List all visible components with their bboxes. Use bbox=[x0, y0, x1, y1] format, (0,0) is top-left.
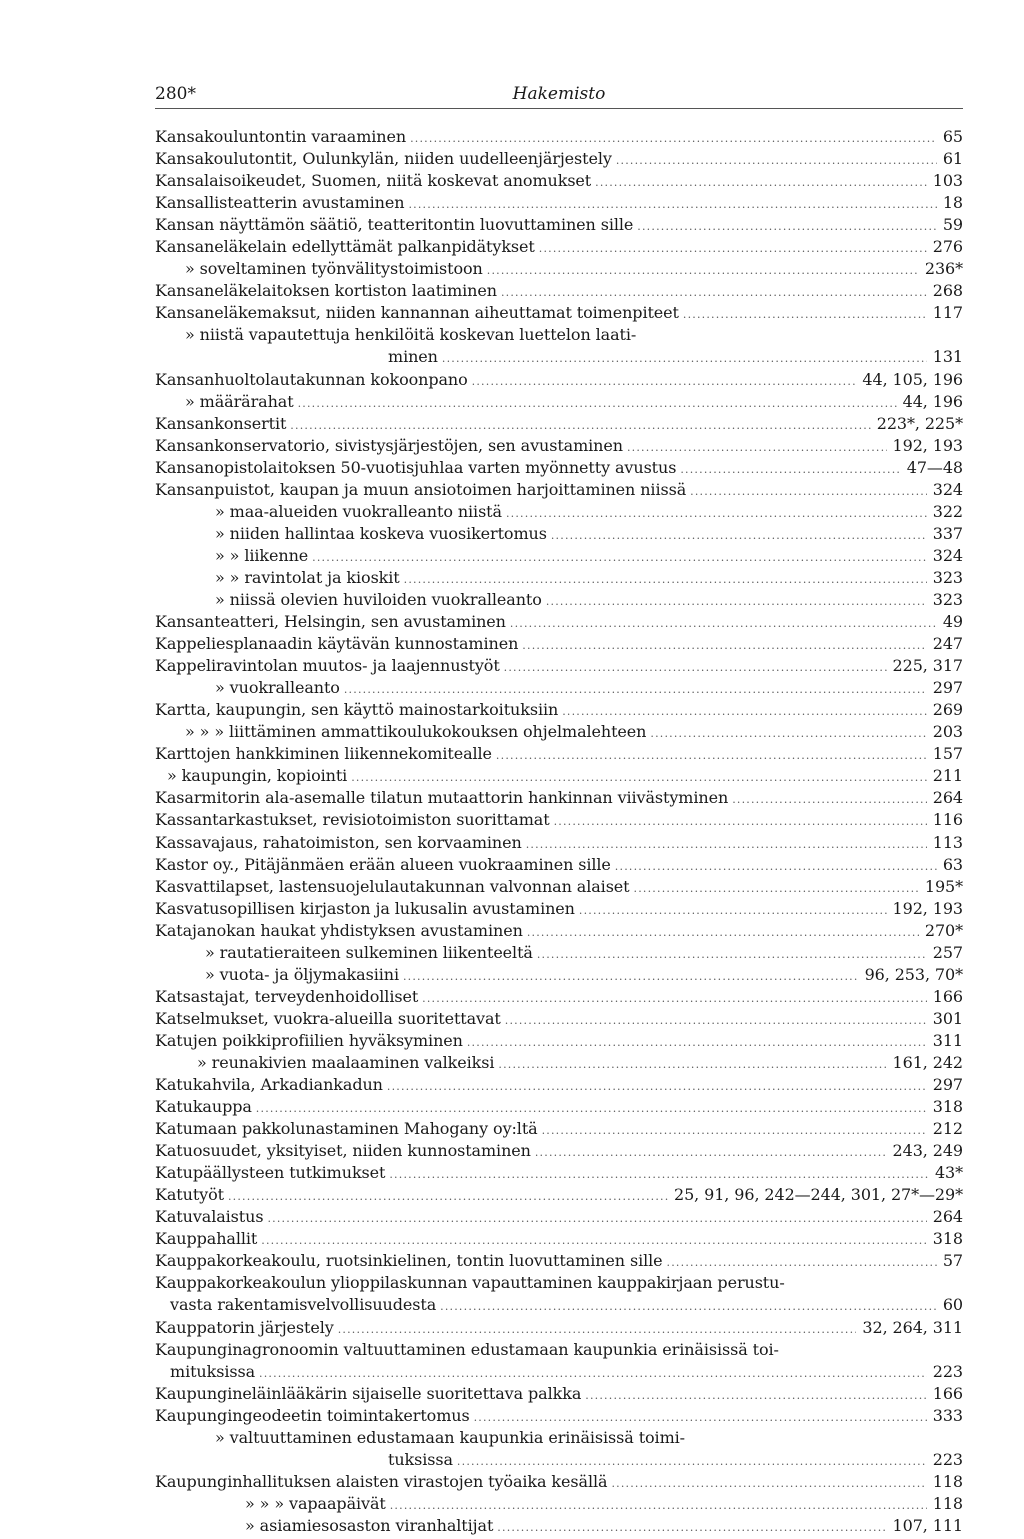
index-entry-text: » soveltaminen työnvälitystoimistoon bbox=[185, 259, 483, 279]
index-entry-pages: 311 bbox=[932, 1030, 963, 1050]
leader-dots bbox=[344, 679, 927, 701]
index-entry bbox=[155, 1449, 963, 1471]
index-entry-text: Katupäällysteen tutkimukset bbox=[155, 1163, 386, 1183]
index-entry-pages: 268 bbox=[932, 281, 963, 301]
index-entry bbox=[155, 1471, 963, 1493]
running-title: Hakemisto bbox=[512, 84, 606, 104]
index-entry bbox=[155, 236, 963, 258]
index-entry bbox=[155, 1052, 963, 1074]
leader-dots bbox=[312, 547, 927, 569]
index-entry-text: Kansakouluntontin varaaminen bbox=[155, 127, 407, 146]
leader-dots bbox=[474, 1407, 927, 1429]
index-entry-pages: 257 bbox=[932, 942, 963, 962]
index-entry-pages: 103 bbox=[932, 171, 963, 191]
index-entry bbox=[155, 214, 963, 236]
index-entry bbox=[155, 1140, 963, 1162]
index-entry bbox=[155, 589, 963, 611]
index-entry-pages: 44, 105, 196 bbox=[862, 369, 963, 389]
index-entry-text: » rautatieraiteen sulkeminen liikenteeltä bbox=[205, 942, 533, 962]
index-entry-text: Katukauppa bbox=[155, 1097, 252, 1117]
index-entry bbox=[155, 743, 963, 765]
leader-dots bbox=[667, 1252, 937, 1274]
index-entry bbox=[155, 1361, 963, 1383]
index-entry bbox=[155, 501, 963, 523]
index-entry-pages: 131 bbox=[932, 347, 963, 367]
index-entry-pages: 166 bbox=[932, 986, 963, 1006]
index-entry-pages: 157 bbox=[932, 744, 963, 764]
index-entry bbox=[155, 655, 963, 677]
index-entry-text: Kansan näyttämön säätiö, teatteritontin luovuttaminen sille bbox=[155, 215, 634, 235]
leader-dots bbox=[562, 701, 927, 723]
index-entry-pages: 318 bbox=[932, 1097, 963, 1117]
index-entry-pages: 236* bbox=[924, 259, 963, 279]
index-entry bbox=[155, 391, 963, 413]
index-entry bbox=[155, 964, 963, 986]
index-entry-text: vasta rakentamisvelvollisuudesta bbox=[170, 1295, 437, 1315]
index-entry bbox=[155, 1184, 963, 1206]
index-entry-text: » vuota- ja öljymakasiini bbox=[205, 964, 399, 984]
index-entry-text: tuksissa bbox=[388, 1449, 453, 1469]
index-entry-pages: 243, 249 bbox=[892, 1141, 963, 1161]
index-entry-pages: 107, 111 bbox=[892, 1515, 963, 1535]
index-entry-text: » reunakivien maalaaminen valkeiksi bbox=[197, 1052, 495, 1072]
index-entry-text: Kansalaisoikeudet, Suomen, niitä koskevat anomukset bbox=[155, 171, 592, 191]
index-entry-pages: 166 bbox=[932, 1383, 963, 1403]
index-entry-text: Kassavajaus, rahatoimiston, sen korvaaminen bbox=[155, 832, 522, 852]
index-entry-pages: 47—48 bbox=[906, 457, 963, 477]
leader-dots bbox=[510, 613, 937, 635]
index-entry bbox=[155, 1008, 963, 1030]
index-entry-text: Kaupungineläinlääkärin sijaiselle suoritettava palkka bbox=[155, 1383, 582, 1403]
index-entry bbox=[155, 1250, 963, 1272]
index-entry-text: » asiamiesosaston viranhaltijat bbox=[245, 1515, 494, 1535]
leader-dots bbox=[527, 922, 919, 944]
index-entry bbox=[155, 1405, 963, 1427]
leader-dots bbox=[404, 569, 927, 591]
index-entry bbox=[155, 126, 963, 148]
leader-dots bbox=[539, 238, 927, 260]
index-entry bbox=[155, 457, 963, 479]
index-entry bbox=[155, 898, 963, 920]
leader-dots bbox=[634, 878, 919, 900]
index-entry-pages: 25, 91, 96, 242—244, 301, 27*—29* bbox=[674, 1185, 963, 1205]
index-entry-text: Kansanhuoltolautakunnan kokoonpano bbox=[155, 369, 468, 389]
leader-dots bbox=[554, 811, 927, 833]
index-entry bbox=[155, 1272, 963, 1294]
index-entry-pages: 43* bbox=[934, 1163, 963, 1183]
leader-dots bbox=[228, 1186, 668, 1208]
index-entry-text: Kauppatorin järjestely bbox=[155, 1317, 334, 1337]
index-entry bbox=[155, 170, 963, 192]
index-entry bbox=[155, 854, 963, 876]
leader-dots bbox=[487, 260, 919, 282]
leader-dots bbox=[551, 525, 927, 547]
leader-dots bbox=[680, 459, 900, 481]
leader-dots bbox=[440, 1296, 937, 1318]
index-entry bbox=[155, 280, 963, 302]
leader-dots bbox=[259, 1363, 927, 1385]
index-entry-text: » kaupungin, kopiointi bbox=[167, 766, 348, 786]
index-entry-pages: 324 bbox=[932, 479, 963, 499]
index-entry-text: Katukahvila, Arkadiankadun bbox=[155, 1075, 383, 1095]
index-entry bbox=[155, 611, 963, 633]
index-entry bbox=[155, 1493, 963, 1515]
leader-dots bbox=[683, 304, 927, 326]
index-entry-pages: 223*, 225* bbox=[876, 413, 963, 433]
index-entry bbox=[155, 920, 963, 942]
index-entry-text: Katuvalaistus bbox=[155, 1207, 264, 1227]
index-entry-pages: 44, 196 bbox=[902, 391, 963, 411]
leader-dots bbox=[732, 789, 927, 811]
leader-dots bbox=[338, 1319, 857, 1341]
index-entry-pages: 212 bbox=[932, 1119, 963, 1139]
index-entry-pages: 32, 264, 311 bbox=[862, 1317, 963, 1337]
index-entry-text: » niiden hallintaa koskeva vuosikertomus bbox=[215, 523, 547, 543]
leader-dots bbox=[387, 1076, 927, 1098]
index-entry-text: Kartta, kaupungin, sen käyttö mainostarkoituksiin bbox=[155, 700, 559, 720]
index-entry-text: Kaupunginhallituksen alaisten virastojen työaika kesällä bbox=[155, 1471, 608, 1491]
index-entry bbox=[155, 1317, 963, 1339]
leader-dots bbox=[256, 1098, 927, 1120]
index-entry bbox=[155, 369, 963, 391]
leader-dots bbox=[298, 393, 897, 415]
index-entry bbox=[155, 1118, 963, 1140]
index-entry-text: » niistä vapautettuja henkilöitä koskevan luettelon laati- bbox=[185, 325, 637, 345]
leader-dots bbox=[535, 1142, 887, 1164]
leader-dots bbox=[627, 437, 887, 459]
index-entry bbox=[155, 832, 963, 854]
index-entry bbox=[155, 1096, 963, 1118]
index-entry-pages: 49 bbox=[942, 612, 963, 632]
index-entry bbox=[155, 324, 963, 346]
index-entry-pages: 264 bbox=[932, 788, 963, 808]
leader-dots bbox=[504, 657, 887, 679]
index-entry-text: » vuokralleanto bbox=[215, 678, 340, 698]
page-number: 280* bbox=[155, 84, 196, 104]
index-entry-pages: 333 bbox=[932, 1405, 963, 1425]
index-entry-text: Kansankonsertit bbox=[155, 413, 287, 433]
index-entry-text: Kasarmitorin ala-asemalle tilatun mutaattorin hankinnan viivästyminen bbox=[155, 788, 729, 808]
index-entry-text: Kauppakorkeakoulun ylioppilaskunnan vapauttaminen kauppakirjaan perustu- bbox=[155, 1273, 785, 1293]
index-entry bbox=[155, 633, 963, 655]
index-entry-text: Kansanteatteri, Helsingin, sen avustaminen bbox=[155, 612, 506, 632]
index-entry-pages: 65 bbox=[942, 127, 963, 146]
index-entry-text: Kansakoulutontit, Oulunkylän, niiden uudelleenjärjestely bbox=[155, 149, 612, 169]
index-entry-pages: 116 bbox=[932, 810, 963, 830]
index-entry-pages: 276 bbox=[932, 237, 963, 257]
index-entry bbox=[155, 765, 963, 787]
index-entry-pages: 96, 253, 70* bbox=[864, 964, 963, 984]
index-entry-text: Kansaneläkemaksut, niiden kannannan aiheuttamat toimenpiteet bbox=[155, 303, 679, 323]
index-entry-pages: 61 bbox=[942, 149, 963, 169]
index-entry-pages: 322 bbox=[932, 501, 963, 521]
index-entry-pages: 223 bbox=[932, 1449, 963, 1469]
index-entry bbox=[155, 545, 963, 567]
index-entry-text: » » liikenne bbox=[215, 545, 309, 565]
index-entry-pages: 323 bbox=[932, 589, 963, 609]
index-entry-pages: 118 bbox=[932, 1471, 963, 1491]
leader-dots bbox=[442, 348, 927, 370]
index-entry-pages: 118 bbox=[932, 1493, 963, 1513]
index-entry-pages: 63 bbox=[942, 854, 963, 874]
index-entry bbox=[155, 787, 963, 809]
index-entry bbox=[155, 523, 963, 545]
index-entry bbox=[155, 699, 963, 721]
index-entry-text: Kassantarkastukset, revisiotoimiston suorittamat bbox=[155, 810, 550, 830]
index-entry bbox=[155, 192, 963, 214]
index-entry-pages: 192, 193 bbox=[892, 898, 963, 918]
index-entry-pages: 195* bbox=[924, 876, 963, 896]
index-entry-text: Katumaan pakkolunastaminen Mahogany oy:ltä bbox=[155, 1119, 538, 1139]
index-entry-pages: 223 bbox=[932, 1361, 963, 1381]
index-entry-pages: 323 bbox=[932, 567, 963, 587]
index-entry bbox=[155, 258, 963, 280]
index-entry-text: » » » liittäminen ammattikoulukokouksen ohjelmalehteen bbox=[185, 722, 647, 742]
leader-dots bbox=[472, 371, 857, 393]
index-entry-text: Kastor oy., Pitäjänmäen erään alueen vuokraaminen sille bbox=[155, 854, 611, 874]
index-entries bbox=[155, 126, 963, 1537]
index-entry-text: Katujen poikkiprofiilien hyväksyminen bbox=[155, 1030, 463, 1050]
index-entry-pages: 270* bbox=[924, 920, 963, 940]
leader-dots bbox=[408, 194, 936, 216]
index-entry bbox=[155, 1228, 963, 1250]
leader-dots bbox=[410, 128, 937, 150]
leader-dots bbox=[546, 591, 927, 613]
leader-dots bbox=[522, 635, 926, 657]
index-entry bbox=[155, 479, 963, 501]
index-entry-text: mituksissa bbox=[170, 1361, 256, 1381]
index-entry-pages: 324 bbox=[932, 545, 963, 565]
index-entry-text: Katsastajat, terveydenhoidolliset bbox=[155, 986, 419, 1006]
index-entry-text: Kansaneläkelain edellyttämät palkanpidätykset bbox=[155, 237, 535, 257]
index-entry-text: Katajanokan haukat yhdistyksen avustaminen bbox=[155, 920, 523, 940]
leader-dots bbox=[389, 1164, 929, 1186]
index-entry-text: Kansallisteatterin avustaminen bbox=[155, 193, 405, 213]
leader-dots bbox=[537, 944, 927, 966]
leader-dots bbox=[505, 1010, 927, 1032]
index-entry-text: » » ravintolat ja kioskit bbox=[215, 567, 400, 587]
index-entry bbox=[155, 721, 963, 743]
index-entry-text: Kauppakorkeakoulu, ruotsinkielinen, tontin luovuttaminen sille bbox=[155, 1251, 663, 1271]
index-entry-text: Kasvatusopillisen kirjaston ja lukusalin avustaminen bbox=[155, 898, 575, 918]
index-entry-text: Kaupungingeodeetin toimintakertomus bbox=[155, 1405, 470, 1425]
index-entry-pages: 297 bbox=[932, 678, 963, 698]
index-entry-text: Karttojen hankkiminen liikennekomitealle bbox=[155, 744, 492, 764]
index-entry bbox=[155, 346, 963, 368]
index-entry bbox=[155, 148, 963, 170]
index-entry-text: » valtuuttaminen edustamaan kaupunkia erinäisissä toimi- bbox=[215, 1427, 685, 1447]
index-entry bbox=[155, 1074, 963, 1096]
index-entry-text: » määrärahat bbox=[185, 391, 294, 411]
index-entry-text: Kappeliesplanaadin käytävän kunnostaminen bbox=[155, 634, 519, 654]
index-entry-pages: 297 bbox=[932, 1075, 963, 1095]
leader-dots bbox=[422, 988, 927, 1010]
index-entry-pages: 60 bbox=[942, 1295, 963, 1315]
index-entry-pages: 264 bbox=[932, 1207, 963, 1227]
index-entry bbox=[155, 1515, 963, 1537]
leader-dots bbox=[615, 856, 937, 878]
index-entry bbox=[155, 1383, 963, 1405]
index-entry-text: Katselmukset, vuokra-alueilla suoritettavat bbox=[155, 1008, 501, 1028]
index-entry bbox=[155, 809, 963, 831]
index-entry bbox=[155, 413, 963, 435]
index-entry-text: Kansanopistolaitoksen 50-vuotisjuhlaa varten myönnetty avustus bbox=[155, 457, 677, 477]
leader-dots bbox=[611, 1473, 926, 1495]
leader-dots bbox=[290, 415, 870, 437]
index-entry bbox=[155, 942, 963, 964]
leader-dots bbox=[501, 282, 927, 304]
index-entry bbox=[155, 876, 963, 898]
index-entry-text: Kappeliravintolan muutos- ja laajennustyöt bbox=[155, 656, 500, 676]
index-entry-text: » » » vapaapäivät bbox=[245, 1493, 386, 1513]
leader-dots bbox=[616, 150, 937, 172]
leader-dots bbox=[506, 503, 927, 525]
index-entry-pages: 318 bbox=[932, 1229, 963, 1249]
index-entry bbox=[155, 302, 963, 324]
index-entry-text: Katuosuudet, yksityiset, niiden kunnostaminen bbox=[155, 1141, 531, 1161]
leader-dots bbox=[261, 1230, 927, 1252]
index-entry-pages: 337 bbox=[932, 523, 963, 543]
index-entry-pages: 301 bbox=[932, 1008, 963, 1028]
leader-dots bbox=[595, 172, 927, 194]
leader-dots bbox=[585, 1385, 926, 1407]
index-entry-pages: 18 bbox=[942, 193, 963, 213]
leader-dots bbox=[637, 216, 937, 238]
index-entry-text: Kansaneläkelaitoksen kortiston laatiminen bbox=[155, 281, 497, 301]
leader-dots bbox=[690, 481, 927, 503]
leader-dots bbox=[579, 900, 887, 922]
index-entry-pages: 203 bbox=[932, 722, 963, 742]
index-entry-pages: 211 bbox=[932, 766, 963, 786]
leader-dots bbox=[403, 966, 859, 988]
index-entry bbox=[155, 1294, 963, 1316]
leader-dots bbox=[542, 1120, 927, 1142]
index-entry bbox=[155, 567, 963, 589]
leader-dots bbox=[496, 745, 927, 767]
leader-dots bbox=[267, 1208, 926, 1230]
index-entry bbox=[155, 986, 963, 1008]
index-entry bbox=[155, 435, 963, 457]
index-entry-text: minen bbox=[388, 347, 438, 367]
index-entry-pages: 269 bbox=[932, 700, 963, 720]
leader-dots bbox=[650, 723, 926, 745]
leader-dots bbox=[526, 834, 927, 856]
leader-dots bbox=[467, 1032, 927, 1054]
index-entry-pages: 117 bbox=[932, 303, 963, 323]
leader-dots bbox=[498, 1054, 886, 1076]
index-entry bbox=[155, 1030, 963, 1052]
leader-dots bbox=[497, 1517, 886, 1539]
index-entry bbox=[155, 1427, 963, 1449]
leader-dots bbox=[390, 1495, 927, 1517]
index-entry-pages: 192, 193 bbox=[892, 435, 963, 455]
index-entry-text: Kauppahallit bbox=[155, 1229, 258, 1249]
index-entry-text: Kaupunginagronoomin valtuuttaminen edustamaan kaupunkia erinäisissä toi- bbox=[155, 1339, 779, 1359]
index-entry-text: Kansanpuistot, kaupan ja muun ansiotoimen harjoittaminen niissä bbox=[155, 479, 687, 499]
index-entry-text: Katutyöt bbox=[155, 1185, 224, 1205]
index-entry-pages: 59 bbox=[942, 215, 963, 235]
index-entry-pages: 247 bbox=[932, 634, 963, 654]
index-entry-text: Kansankonservatorio, sivistysjärjestöjen, sen avustaminen bbox=[155, 435, 623, 455]
page-header bbox=[155, 80, 963, 109]
index-entry-pages: 57 bbox=[942, 1251, 963, 1271]
index-entry bbox=[155, 677, 963, 699]
index-entry-pages: 161, 242 bbox=[892, 1052, 963, 1072]
index-entry bbox=[155, 1162, 963, 1184]
index-entry-text: » niissä olevien huviloiden vuokralleanto bbox=[215, 589, 542, 609]
index-entry-text: » maa-alueiden vuokralleanto niistä bbox=[215, 501, 502, 521]
index-entry bbox=[155, 1206, 963, 1228]
index-entry-pages: 225, 317 bbox=[892, 656, 963, 676]
leader-dots bbox=[457, 1451, 927, 1473]
index-entry-pages: 113 bbox=[932, 832, 963, 852]
index-entry-text: Kasvattilapset, lastensuojelulautakunnan valvonnan alaiset bbox=[155, 876, 630, 896]
index-entry bbox=[155, 1339, 963, 1361]
leader-dots bbox=[351, 767, 927, 789]
